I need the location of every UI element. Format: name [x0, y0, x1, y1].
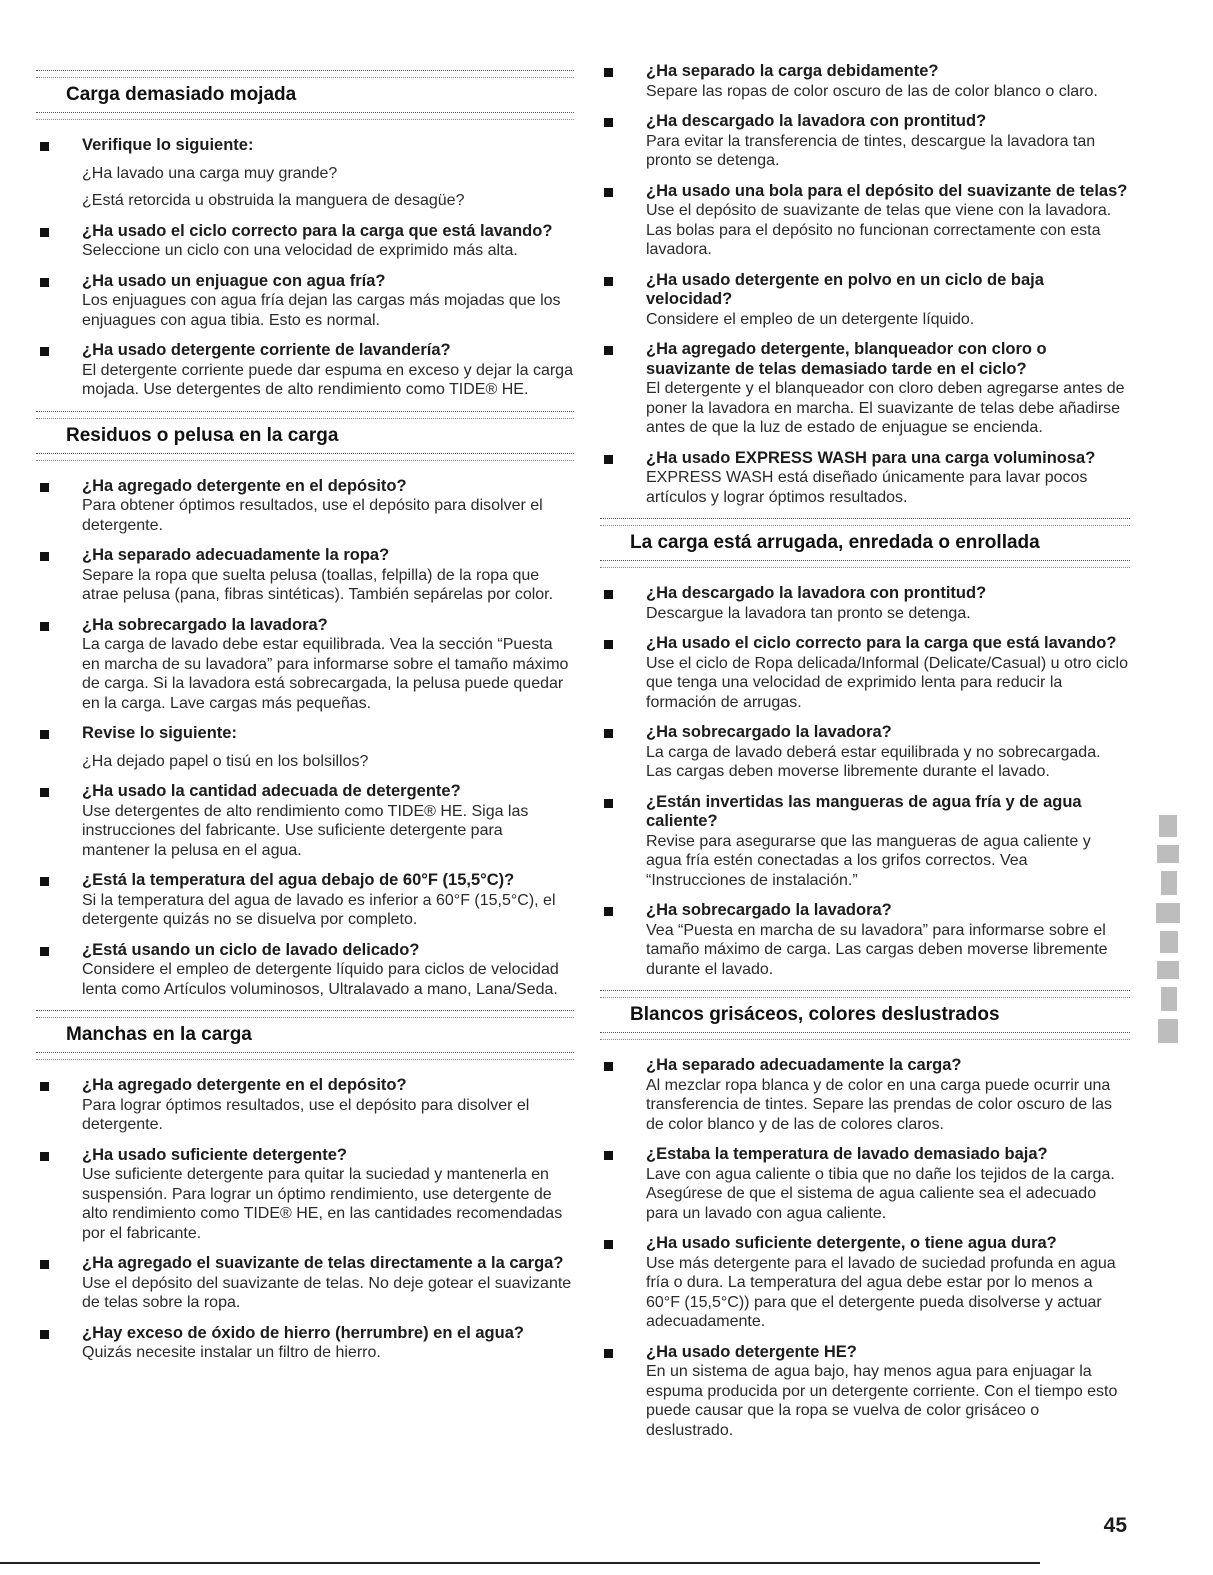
troubleshoot-item	[600, 901, 1130, 979]
item-question: Verifique lo siguiente:	[82, 136, 254, 154]
troubleshoot-item	[600, 1056, 1130, 1134]
item-answer: Revise para asegurarse que las mangueras de agua caliente y agua fría estén conectadas a los grifos correctos. Vea “Instrucciones de instalación.”	[646, 832, 1091, 889]
troubleshoot-item	[36, 782, 574, 860]
troubleshoot-item	[36, 1146, 574, 1244]
item-answer: Use detergentes de alto rendimiento como TIDE® HE. Siga las instrucciones del fabricante. Use suficiente detergente para mantener la pelusa en el agua.	[82, 802, 529, 859]
divider	[36, 453, 574, 461]
item-answer: Use el ciclo de Ropa delicada/Informal (Delicate/Casual) u otro ciclo que tenga una velocidad de exprimido lenta para reducir la formación de arrugas.	[646, 654, 1128, 711]
troubleshoot-item	[36, 546, 574, 605]
item-answer: Para obtener óptimos resultados, use el depósito para disolver el detergente.	[82, 497, 543, 534]
item-question: ¿Ha usado detergente HE?	[646, 1342, 857, 1361]
item-question: ¿Ha usado suficiente detergente?	[82, 1145, 347, 1164]
item-answer: Al mezclar ropa blanca y de color en una carga puede ocurrir una transferencia de tintes. Separe las prendas de color oscuro de las de color blanco y de las de colores claros.	[646, 1076, 1113, 1133]
troubleshoot-item	[600, 793, 1130, 891]
item-answer: La carga de lavado debe estar equilibrada. Vea la sección “Puesta en marcha de su lavadora” para informarse sobre el tamaño máximo de carga. Si la lavadora está sobrecargada, la pelusa puede quedar en la carga. Lave cargas más pequeñas.	[82, 636, 569, 712]
item-answer: Use más detergente para el lavado de suciedad profunda en agua fría o dura. La temperatura del agua debe estar por lo menos a 60°F (15,5°C)) para que el detergente pueda disolverse y actuar adecuadamente.	[646, 1254, 1116, 1330]
item-question: ¿Hay exceso de óxido de hierro (herrumbre) en el agua?	[82, 1323, 524, 1342]
bullet-icon	[40, 788, 49, 797]
item-question: ¿Están invertidas las mangueras de agua fría y de agua caliente?	[646, 792, 1082, 830]
section-title: Blancos grisáceos, colores deslustrados	[630, 1004, 1000, 1025]
item-question: ¿Ha descargado la lavadora con prontitud?	[646, 112, 987, 130]
troubleshoot-item	[600, 182, 1130, 260]
section-title: La carga está arrugada, enredada o enrollada	[630, 532, 1040, 553]
bullet-icon	[604, 907, 613, 916]
divider	[36, 1052, 574, 1060]
item-question: ¿Ha agregado detergente en el depósito?	[82, 476, 407, 495]
bullet-icon	[40, 877, 49, 886]
bullet-icon	[604, 1062, 613, 1071]
item-answer: La carga de lavado deberá estar equilibrada y no sobrecargada. Las cargas deben moverse libremente durante el lavado.	[646, 743, 1101, 780]
bullet-icon	[40, 483, 49, 492]
bullet-icon	[40, 730, 49, 739]
troubleshoot-item	[36, 341, 574, 400]
item-question: ¿Ha usado suficiente detergente, o tiene agua dura?	[646, 1234, 1057, 1252]
item-answer: Use suficiente detergente para quitar la suciedad y mantenerla en suspensión. Para lograr un óptimo rendimiento, use detergente de alto rendimiento como TIDE® HE, en las cantidades recomendadas por el fabricante.	[82, 1166, 563, 1242]
item-question: ¿Estaba la temperatura de lavado demasiado baja?	[646, 1145, 1048, 1163]
item-answer: Considere el empleo de detergente líquido para ciclos de velocidad lenta como Artículos voluminosos, Ultralavado a mano, Lana/Seda.	[82, 961, 559, 998]
bullet-icon	[40, 228, 49, 237]
divider	[600, 560, 1130, 568]
troubleshoot-item	[600, 271, 1130, 330]
item-answer: Use el depósito del suavizante de telas. No deje gotear el suavizante de telas sobre la ropa.	[82, 1274, 572, 1311]
page-number: 45	[1103, 1514, 1127, 1537]
bullet-icon	[40, 1330, 49, 1339]
right-column	[600, 62, 1130, 1451]
bullet-icon	[40, 552, 49, 561]
item-question: ¿Está la temperatura del agua debajo de 60°F (15,5°C)?	[82, 871, 515, 889]
item-question: ¿Ha sobrecargado la lavadora?	[646, 723, 892, 741]
item-question: ¿Ha sobrecargado la lavadora?	[82, 615, 328, 634]
item-answer: EXPRESS WASH está diseñado únicamente para lavar pocos artículos y lograr óptimos resultados.	[646, 469, 1088, 506]
section-title: Manchas en la carga	[66, 1024, 252, 1045]
bullet-icon	[40, 278, 49, 287]
item-answer: Considere el empleo de un detergente líquido.	[646, 310, 975, 328]
bullet-icon	[604, 277, 613, 286]
item-answer: El detergente corriente puede dar espuma en exceso y dejar la carga mojada. Use detergentes de alto rendimiento como TIDE® HE.	[82, 361, 573, 398]
divider	[600, 518, 1130, 526]
troubleshoot-item	[600, 1145, 1130, 1223]
troubleshoot-item	[36, 1324, 574, 1363]
left-column	[36, 62, 574, 1374]
divider	[36, 70, 574, 78]
troubleshoot-item	[36, 1076, 574, 1135]
bullet-icon	[604, 640, 613, 649]
bullet-icon	[604, 118, 613, 127]
troubleshoot-item	[600, 723, 1130, 782]
bullet-icon	[604, 590, 613, 599]
section-header	[600, 990, 1130, 1040]
bullet-icon	[604, 188, 613, 197]
bullet-icon	[604, 68, 613, 77]
bullet-icon	[604, 1240, 613, 1249]
troubleshoot-item	[36, 1254, 574, 1313]
item-question: ¿Ha agregado detergente, blanqueador con cloro o suavizante de telas demasiado tarde en el ciclo?	[646, 340, 1047, 378]
item-question: ¿Está usando un ciclo de lavado delicado?	[82, 940, 420, 959]
section-header	[36, 70, 574, 120]
item-answer: Lave con agua caliente o tibia que no dañe los tejidos de la carga. Asegúrese de que el sistema de agua caliente sea el adecuado para un lavado con agua caliente.	[646, 1165, 1115, 1222]
item-question: ¿Ha sobrecargado la lavadora?	[646, 901, 892, 919]
bullet-icon	[604, 1349, 613, 1358]
footer-rule	[0, 1562, 1040, 1564]
troubleshoot-item	[600, 112, 1130, 171]
item-answer: Seleccione un ciclo con una velocidad de exprimido más alta.	[82, 242, 518, 259]
troubleshoot-item	[36, 724, 574, 771]
item-answer: El detergente y el blanqueador con cloro deben agregarse antes de poner la lavadora en marcha. El suavizante de telas debe añadirse antes de que la luz de estado de enjuague se encienda.	[646, 380, 1125, 436]
item-question: ¿Ha usado un enjuague con agua fría?	[82, 271, 386, 290]
item-question: ¿Ha agregado el suavizante de telas directamente a la carga?	[82, 1254, 564, 1272]
bullet-icon	[40, 1152, 49, 1161]
item-answer: Separe las ropas de color oscuro de las de color blanco o claro.	[646, 82, 1098, 100]
bullet-icon	[40, 947, 49, 956]
item-answer: Los enjuagues con agua fría dejan las cargas más mojadas que los enjuagues con agua tibia. Esto es normal.	[82, 292, 561, 329]
item-question: ¿Ha separado adecuadamente la carga?	[646, 1056, 962, 1074]
troubleshoot-item	[36, 871, 574, 930]
item-question: ¿Ha agregado detergente en el depósito?	[82, 1076, 407, 1094]
item-question: Revise lo siguiente:	[82, 724, 237, 742]
bullet-icon	[604, 346, 613, 355]
item-answer: Si la temperatura del agua de lavado es inferior a 60°F (15,5°C), el detergente quizás no se disuelva por completo.	[82, 891, 556, 928]
troubleshoot-item	[600, 340, 1130, 438]
item-question: ¿Ha usado EXPRESS WASH para una carga voluminosa?	[646, 448, 1096, 467]
troubleshoot-item	[36, 222, 574, 261]
troubleshoot-item	[600, 62, 1130, 101]
item-answer: Vea “Puesta en marcha de su lavadora” para informarse sobre el tamaño máximo de carga. Las cargas deben moverse libremente durante el lavado.	[646, 921, 1108, 978]
divider	[36, 1010, 574, 1018]
divider	[36, 411, 574, 419]
divider	[36, 112, 574, 120]
item-question: ¿Ha usado el ciclo correcto para la carga que está lavando?	[646, 634, 1117, 652]
item-line: ¿Está retorcida u obstruida la manguera de desagüe?	[82, 192, 465, 209]
divider	[600, 990, 1130, 998]
section-title: Residuos o pelusa en la carga	[66, 424, 339, 446]
bullet-icon	[40, 347, 49, 356]
bullet-icon	[604, 799, 613, 808]
section-title: Carga demasiado mojada	[66, 84, 297, 105]
item-answer: Descargue la lavadora tan pronto se detenga.	[646, 604, 971, 622]
scan-artifact-mark	[1153, 815, 1183, 1047]
bullet-icon	[604, 1151, 613, 1160]
troubleshoot-item	[600, 449, 1130, 508]
bullet-icon	[40, 1260, 49, 1269]
troubleshoot-item	[36, 477, 574, 536]
troubleshoot-item	[36, 941, 574, 1000]
item-question: ¿Ha usado detergente corriente de lavandería?	[82, 341, 451, 359]
item-answer: Quizás necesite instalar un filtro de hierro.	[82, 1344, 381, 1361]
bullet-icon	[604, 729, 613, 738]
item-question: ¿Ha usado el ciclo correcto para la carga que está lavando?	[82, 221, 553, 240]
item-question: ¿Ha usado una bola para el depósito del suavizante de telas?	[646, 181, 1128, 200]
section-header	[600, 518, 1130, 568]
item-question: ¿Ha usado la cantidad adecuada de detergente?	[82, 782, 461, 800]
troubleshoot-item	[600, 1343, 1130, 1441]
troubleshoot-item	[36, 272, 574, 331]
item-answer: Para lograr óptimos resultados, use el depósito para disolver el detergente.	[82, 1096, 530, 1133]
item-question: ¿Ha separado adecuadamente la ropa?	[82, 546, 390, 564]
item-question: ¿Ha usado detergente en polvo en un ciclo de baja velocidad?	[646, 270, 1044, 308]
troubleshoot-item	[600, 634, 1130, 712]
bullet-icon	[40, 142, 49, 151]
bullet-icon	[40, 622, 49, 631]
item-question: ¿Ha separado la carga debidamente?	[646, 62, 939, 80]
bullet-icon	[40, 1082, 49, 1091]
section-header	[36, 411, 574, 461]
section-header	[36, 1010, 574, 1060]
troubleshoot-item	[36, 136, 574, 211]
troubleshoot-item	[36, 616, 574, 714]
item-question: ¿Ha descargado la lavadora con prontitud?	[646, 584, 987, 602]
item-answer: Use el depósito de suavizante de telas que viene con la lavadora. Las bolas para el depósito no funcionan correctamente con esta lavadora.	[646, 202, 1112, 258]
divider	[600, 1032, 1130, 1040]
troubleshoot-item	[600, 584, 1130, 623]
item-answer: ¿Ha dejado papel o tisú en los bolsillos?	[82, 752, 369, 770]
item-answer: Separe la ropa que suelta pelusa (toallas, felpilla) de la ropa que atrae pelusa (pana, fibras sintéticas). También sepárelas por color.	[82, 566, 554, 603]
item-line: ¿Ha lavado una carga muy grande?	[82, 164, 338, 182]
item-answer: Para evitar la transferencia de tintes, descargue la lavadora tan pronto se detenga.	[646, 132, 1096, 169]
bullet-icon	[604, 455, 613, 464]
troubleshoot-item	[600, 1234, 1130, 1332]
item-answer: En un sistema de agua bajo, hay menos agua para enjuagar la espuma producida por un detergente corriente. Con el tiempo esto puede causar que la ropa se vuelva de color grisáceo o deslustrado.	[646, 1363, 1118, 1439]
